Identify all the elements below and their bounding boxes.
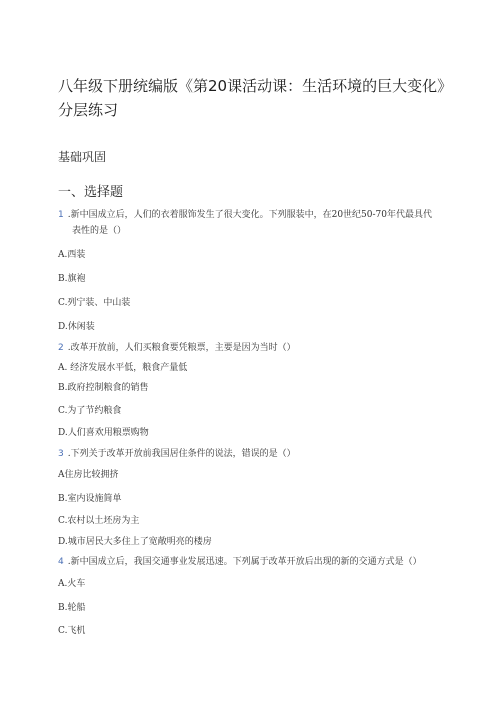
question-number: 3 bbox=[58, 449, 64, 459]
section-heading: 基础巩固 bbox=[58, 150, 107, 164]
question-4-option-a: A.火车 bbox=[58, 579, 86, 589]
question-2-option-d: D.人们喜欢用粮票购物 bbox=[58, 428, 149, 438]
question-1-option-b: B.旗袍 bbox=[58, 274, 86, 284]
question-4-stem: 4 .新中国成立后，我国交通事业发展迅速。下列属于改革开放后出现的新的交通方式是（） bbox=[58, 557, 422, 567]
document-title bbox=[58, 74, 458, 122]
question-number: 1 bbox=[58, 210, 64, 220]
question-2-option-c: C.为了节约粮食 bbox=[58, 406, 122, 416]
question-4-option-c: C.飞机 bbox=[58, 626, 86, 636]
title-line-2: 分层练习 bbox=[58, 101, 119, 119]
question-1-stem-continued: 表性的是（） bbox=[72, 226, 127, 236]
question-number: 2 bbox=[58, 343, 64, 353]
question-3-option-b: B.室内设施简单 bbox=[58, 494, 122, 504]
question-2-option-b: B.政府控制粮食的销售 bbox=[58, 383, 149, 393]
question-2-stem: 2 .改革开放前，人们买粮食要凭粮票，主要是因为当时（） bbox=[58, 343, 296, 353]
question-1-option-d: D.休闲装 bbox=[58, 322, 95, 332]
question-2-option-a: A. 经济发展水平低，粮食产量低 bbox=[58, 363, 188, 373]
part-heading: 一、选择题 bbox=[58, 185, 124, 200]
question-1-option-c: C.列宁装、中山装 bbox=[58, 298, 131, 308]
question-3-option-a: A住房比较拥挤 bbox=[58, 470, 119, 480]
question-number: 4 bbox=[58, 557, 64, 567]
question-1-stem: 1 .新中国成立后，人们的衣着服饰发生了很大变化。下列服装中，在20世纪50-70年代最具代 bbox=[58, 210, 432, 220]
question-1-option-a: A.西装 bbox=[58, 250, 86, 260]
title-line-1: 八年级下册统编版《第20课活动课：生活环境的巨大变化》 bbox=[58, 77, 453, 95]
question-4-option-b: B.轮船 bbox=[58, 603, 86, 613]
question-3-option-c: C.农村以土坯房为主 bbox=[58, 516, 140, 526]
question-3-stem: 3 .下列关于改革开放前我国居住条件的说法，错误的是（） bbox=[58, 449, 296, 459]
question-3-option-d: D.城市居民大多住上了宽敞明亮的楼房 bbox=[58, 537, 212, 547]
